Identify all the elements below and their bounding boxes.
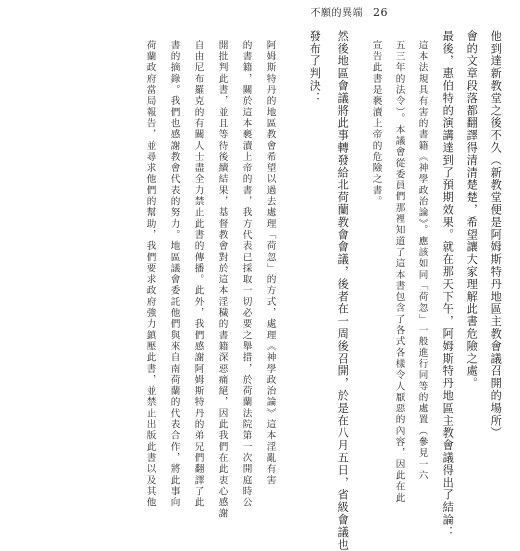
text-column: 他到達新教堂之後不久（新教堂便是阿姆斯特丹地區主教會議召開的場所） [489,30,503,440]
quote-column: 荷蘭政府當局報告，並尋求他們的幫助，我們要求政府強力鎮壓此書，並禁止出版此書以及其他 [144,40,156,509]
quote-column: 的書籍，關於這本褻瀆上帝的書，我方代表已採取一切必要之舉措，於荷蘭法院第一次開庭時公 [240,40,252,509]
text-column: 最後，惠伯特的演講達到了預期效果。就在那天下午，阿姆斯特丹地區主教會議得出了結論： [441,30,455,539]
quote-column: 這本法規具有害的書籍《神學政治論》。應該如同「荷忽」一般進行同等的處置（參見一六 [416,40,428,482]
quote-column: 宣告此書是褻瀆上帝的危險之書。 [370,40,382,208]
quote-column: 五三年的法令）。本議會從委員們那裡知道了這本書包含了各式各樣令人厭惡的內容，因此在此 [393,40,405,504]
quote-column: 自由尼布羅克的有關人士盡全力禁止此書的傳播。此外，我們感謝阿姆斯特丹的弟兄們翻譯了此 [192,40,204,509]
quote-column: 開批判此書，並且等待後續結果，基督教會對於這本淫穢的書籍深惡痛絕，因此我們在此衷心感謝 [216,40,228,520]
running-title: 不願的異端 [310,8,363,19]
quote-column: 書的摘錄。我們也感謝教會代表的努力。地區議會委託他們與來自南荷蘭的代表合作，將此事向 [168,40,180,509]
page-number: 26 [373,6,388,19]
text-column: 然後地區會議將此事轉發給北荷蘭教會會議，後者在一周後召開，於是在八月五日，省級會議也 [336,30,350,551]
text-column: 發布了判決： [308,30,322,105]
running-header [311,4,389,19]
text-column: 會的文章段落都翻譯得清清楚楚，希望讓大家理解此書危險之處。 [465,30,479,390]
quote-column: 阿姆斯特丹的地區教會希望以過去處理「荷忽」的方式，處理《神學政治論》這本淫亂有害 [264,40,276,486]
